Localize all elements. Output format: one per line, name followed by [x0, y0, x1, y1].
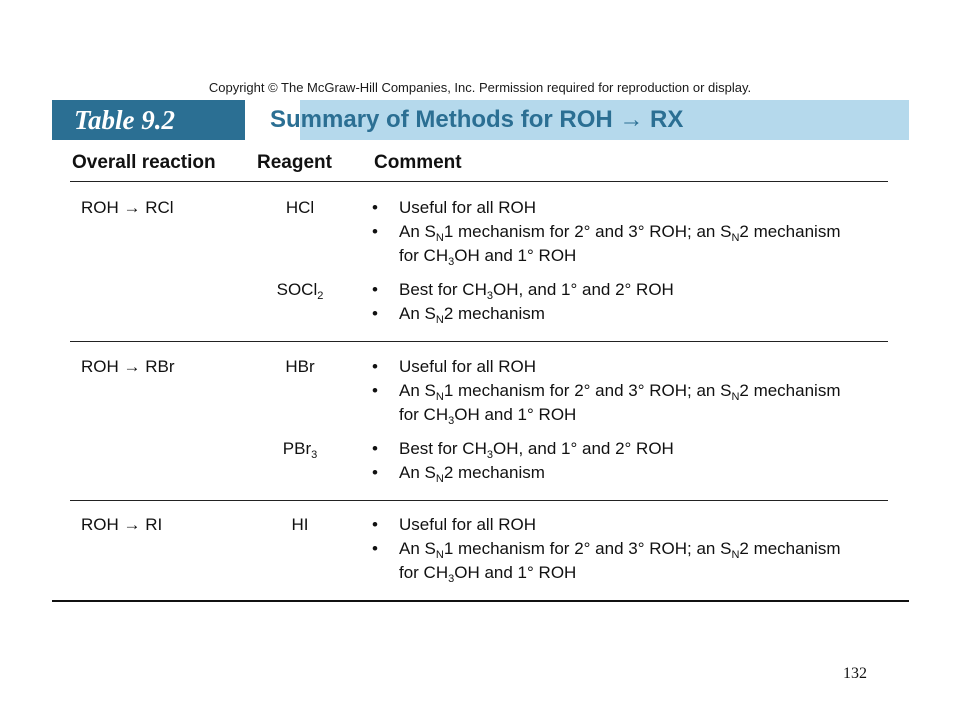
page-number: 132 [843, 665, 867, 682]
subscript: N [435, 391, 444, 403]
bullet: • [372, 381, 378, 400]
subscript: 3 [486, 449, 493, 461]
subscript: 3 [448, 573, 455, 585]
comment-text: An $S_N1$ mechanism for 2° and 3° ROH; an $S_N2$ mechanism [399, 539, 841, 561]
subscript: N [435, 232, 444, 244]
bullet: • [372, 539, 378, 558]
comment-text: for $CH_3OH$ and 1° ROH [399, 563, 577, 585]
bullet: • [372, 439, 378, 458]
comment-text: An $S_N1$ mechanism for 2° and 3° ROH; an $S_N2$ mechanism [399, 381, 841, 403]
bullet: • [372, 280, 378, 299]
comment-text: Best for $CH_3OH$, and 1° and 2° ROH [399, 439, 674, 461]
table-label: Table 9.2 [74, 105, 175, 135]
bullet: • [372, 515, 378, 534]
subscript: N [731, 232, 740, 244]
subscript: 3 [311, 449, 318, 461]
subscript: 3 [486, 290, 493, 302]
column-header-overall-reaction: Overall reaction [72, 152, 216, 173]
comment-text: for $CH_3OH$ and 1° ROH [399, 246, 577, 268]
table-banner [52, 100, 909, 140]
comment-text: for $CH_3OH$ and 1° ROH [399, 405, 577, 427]
subscript: 3 [448, 256, 455, 268]
table-header-row [0, 152, 960, 178]
comment-text: Useful for all ROH [399, 357, 536, 376]
copyright-notice: Copyright © The McGraw-Hill Companies, Inc. Permission required for reproduction or display. [208, 80, 752, 95]
reagent: HCl [285, 198, 315, 217]
group-rule [70, 500, 888, 501]
reagent: SOCl$_2$ [276, 280, 324, 302]
bullet: • [372, 357, 378, 376]
comment-text: Best for $CH_3OH$, and 1° and 2° ROH [399, 280, 674, 302]
header-rule [70, 181, 888, 182]
group-rule [70, 341, 888, 342]
subscript: 2 [317, 290, 324, 302]
comment-text: An $S_N2$ mechanism [399, 304, 545, 326]
overall-reaction: ROH → RCl [81, 198, 174, 217]
comment-text: Useful for all ROH [399, 515, 536, 534]
subscript: N [435, 549, 444, 561]
overall-reaction: ROH → RBr [81, 357, 175, 376]
banner-label-block [52, 100, 245, 140]
comment-text: Useful for all ROH [399, 198, 536, 217]
table-title: Summary of Methods for ROH → RX [270, 106, 684, 133]
bullet: • [372, 463, 378, 482]
comment-text: An $S_N2$ mechanism [399, 463, 545, 485]
table-bottom-rule [52, 600, 909, 602]
comment-text: An $S_N1$ mechanism for 2° and 3° ROH; an $S_N2$ mechanism [399, 222, 841, 244]
column-header-reagent: Reagent [257, 152, 332, 173]
column-header-comment: Comment [374, 152, 462, 173]
subscript: N [731, 549, 740, 561]
reagent: HI [291, 515, 309, 534]
reagent: HBr [285, 357, 315, 376]
subscript: N [435, 473, 444, 485]
subscript: N [731, 391, 740, 403]
subscript: N [435, 314, 444, 326]
bullet: • [372, 222, 378, 241]
bullet: • [372, 304, 378, 323]
overall-reaction: ROH → RI [81, 515, 163, 534]
reagent: PBr$_3$ [282, 439, 318, 461]
subscript: 3 [448, 415, 455, 427]
bullet: • [372, 198, 378, 217]
